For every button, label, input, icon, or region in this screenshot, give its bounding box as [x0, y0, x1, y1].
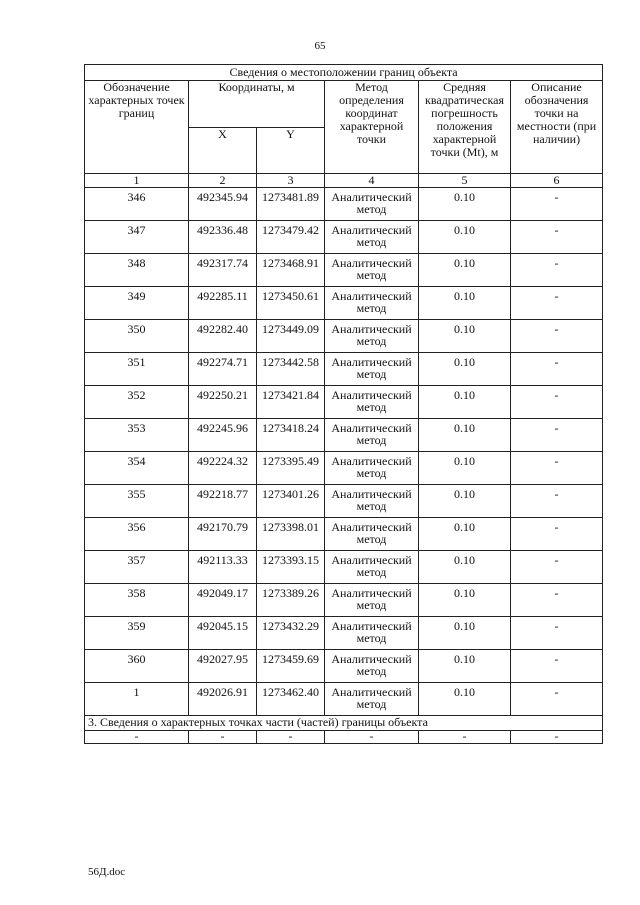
description-cell: -	[511, 650, 603, 683]
header-y: Y	[257, 127, 325, 174]
column-number-row	[85, 174, 603, 188]
table-row	[85, 221, 603, 254]
x-coordinate-cell: 492282.40	[189, 320, 257, 353]
x-coordinate-cell: 492170.79	[189, 518, 257, 551]
rms-cell: 0.10	[419, 221, 511, 254]
header-method: Метод определения координат характерной точки	[325, 81, 419, 174]
description-cell: -	[511, 221, 603, 254]
header-description: Описание обозначения точки на местности (при наличии)	[511, 81, 603, 174]
rms-cell: 0.10	[419, 518, 511, 551]
x-coordinate-cell: 492245.96	[189, 419, 257, 452]
rms-cell: 0.10	[419, 386, 511, 419]
description-cell: -	[511, 683, 603, 716]
header-designation: Обозначение характерных точек границ	[85, 81, 189, 174]
rms-cell: 0.10	[419, 650, 511, 683]
description-cell: -	[511, 254, 603, 287]
point-number-cell: 351	[85, 353, 189, 386]
y-coordinate-cell: 1273450.61	[257, 287, 325, 320]
empty-cell: -	[419, 731, 511, 744]
y-coordinate-cell: 1273462.40	[257, 683, 325, 716]
description-cell: -	[511, 452, 603, 485]
empty-cell: -	[257, 731, 325, 744]
y-coordinate-cell: 1273459.69	[257, 650, 325, 683]
x-coordinate-cell: 492317.74	[189, 254, 257, 287]
rms-cell: 0.10	[419, 683, 511, 716]
rms-cell: 0.10	[419, 551, 511, 584]
page-number: 65	[314, 40, 326, 52]
x-coordinate-cell: 492027.95	[189, 650, 257, 683]
description-cell: -	[511, 518, 603, 551]
point-number-cell: 347	[85, 221, 189, 254]
table-row	[85, 254, 603, 287]
method-cell: Аналитический метод	[325, 683, 419, 716]
method-cell: Аналитический метод	[325, 221, 419, 254]
y-coordinate-cell: 1273481.89	[257, 188, 325, 221]
x-coordinate-cell: 492274.71	[189, 353, 257, 386]
table-row	[85, 617, 603, 650]
method-cell: Аналитический метод	[325, 188, 419, 221]
empty-cell: -	[189, 731, 257, 744]
method-cell: Аналитический метод	[325, 320, 419, 353]
section-3-empty-row	[85, 731, 603, 744]
point-number-cell: 357	[85, 551, 189, 584]
point-number-cell: 355	[85, 485, 189, 518]
description-cell: -	[511, 287, 603, 320]
table-row	[85, 650, 603, 683]
column-number: 6	[511, 174, 603, 188]
method-cell: Аналитический метод	[325, 584, 419, 617]
description-cell: -	[511, 551, 603, 584]
column-number: 5	[419, 174, 511, 188]
point-number-cell: 358	[85, 584, 189, 617]
y-coordinate-cell: 1273393.15	[257, 551, 325, 584]
table-row	[85, 353, 603, 386]
column-number: 4	[325, 174, 419, 188]
description-cell: -	[511, 386, 603, 419]
description-cell: -	[511, 584, 603, 617]
y-coordinate-cell: 1273401.26	[257, 485, 325, 518]
method-cell: Аналитический метод	[325, 353, 419, 386]
table-row	[85, 485, 603, 518]
boundary-coordinates-table	[84, 64, 603, 744]
column-number: 3	[257, 174, 325, 188]
point-number-cell: 354	[85, 452, 189, 485]
point-number-cell: 356	[85, 518, 189, 551]
rms-cell: 0.10	[419, 254, 511, 287]
method-cell: Аналитический метод	[325, 419, 419, 452]
y-coordinate-cell: 1273421.84	[257, 386, 325, 419]
x-coordinate-cell: 492250.21	[189, 386, 257, 419]
point-number-cell: 1	[85, 683, 189, 716]
header-coordinates: Координаты, м	[189, 81, 325, 128]
x-coordinate-cell: 492049.17	[189, 584, 257, 617]
header-rms: Средняя квадратическая погрешность положения характерной точки (Mt), м	[419, 81, 511, 174]
point-number-cell: 346	[85, 188, 189, 221]
point-number-cell: 350	[85, 320, 189, 353]
point-number-cell: 349	[85, 287, 189, 320]
method-cell: Аналитический метод	[325, 650, 419, 683]
method-cell: Аналитический метод	[325, 254, 419, 287]
method-cell: Аналитический метод	[325, 485, 419, 518]
rms-cell: 0.10	[419, 353, 511, 386]
table-row	[85, 386, 603, 419]
y-coordinate-cell: 1273449.09	[257, 320, 325, 353]
y-coordinate-cell: 1273442.58	[257, 353, 325, 386]
file-name-footer: 56Д.doc	[88, 866, 126, 878]
description-cell: -	[511, 485, 603, 518]
y-coordinate-cell: 1273479.42	[257, 221, 325, 254]
point-number-cell: 359	[85, 617, 189, 650]
x-coordinate-cell: 492336.48	[189, 221, 257, 254]
empty-cell: -	[325, 731, 419, 744]
x-coordinate-cell: 492045.15	[189, 617, 257, 650]
description-cell: -	[511, 188, 603, 221]
method-cell: Аналитический метод	[325, 617, 419, 650]
rms-cell: 0.10	[419, 419, 511, 452]
table-row	[85, 518, 603, 551]
method-cell: Аналитический метод	[325, 551, 419, 584]
rms-cell: 0.10	[419, 188, 511, 221]
x-coordinate-cell: 492345.94	[189, 188, 257, 221]
table-title-row	[85, 65, 603, 81]
method-cell: Аналитический метод	[325, 518, 419, 551]
table-row	[85, 188, 603, 221]
empty-cell: -	[85, 731, 189, 744]
y-coordinate-cell: 1273432.29	[257, 617, 325, 650]
point-number-cell: 352	[85, 386, 189, 419]
table-row	[85, 419, 603, 452]
rms-cell: 0.10	[419, 287, 511, 320]
x-coordinate-cell: 492026.91	[189, 683, 257, 716]
x-coordinate-cell: 492113.33	[189, 551, 257, 584]
table-row	[85, 320, 603, 353]
rms-cell: 0.10	[419, 617, 511, 650]
table-row	[85, 584, 603, 617]
x-coordinate-cell: 492218.77	[189, 485, 257, 518]
table-row	[85, 452, 603, 485]
section-3-row	[85, 716, 603, 731]
rms-cell: 0.10	[419, 452, 511, 485]
header-row	[85, 81, 603, 128]
column-number: 1	[85, 174, 189, 188]
table-row	[85, 551, 603, 584]
point-number-cell: 360	[85, 650, 189, 683]
point-number-cell: 353	[85, 419, 189, 452]
section-3-title: 3. Сведения о характерных точках части (частей) границы объекта	[85, 716, 603, 731]
y-coordinate-cell: 1273395.49	[257, 452, 325, 485]
method-cell: Аналитический метод	[325, 386, 419, 419]
y-coordinate-cell: 1273389.26	[257, 584, 325, 617]
description-cell: -	[511, 320, 603, 353]
rms-cell: 0.10	[419, 485, 511, 518]
description-cell: -	[511, 617, 603, 650]
point-number-cell: 348	[85, 254, 189, 287]
method-cell: Аналитический метод	[325, 452, 419, 485]
description-cell: -	[511, 419, 603, 452]
x-coordinate-cell: 492224.32	[189, 452, 257, 485]
y-coordinate-cell: 1273418.24	[257, 419, 325, 452]
method-cell: Аналитический метод	[325, 287, 419, 320]
table-row	[85, 683, 603, 716]
column-number: 2	[189, 174, 257, 188]
empty-cell: -	[511, 731, 603, 744]
y-coordinate-cell: 1273468.91	[257, 254, 325, 287]
x-coordinate-cell: 492285.11	[189, 287, 257, 320]
rms-cell: 0.10	[419, 584, 511, 617]
y-coordinate-cell: 1273398.01	[257, 518, 325, 551]
description-cell: -	[511, 353, 603, 386]
table-title: Сведения о местоположении границ объекта	[85, 65, 603, 81]
table-row	[85, 287, 603, 320]
rms-cell: 0.10	[419, 320, 511, 353]
header-x: X	[189, 127, 257, 174]
